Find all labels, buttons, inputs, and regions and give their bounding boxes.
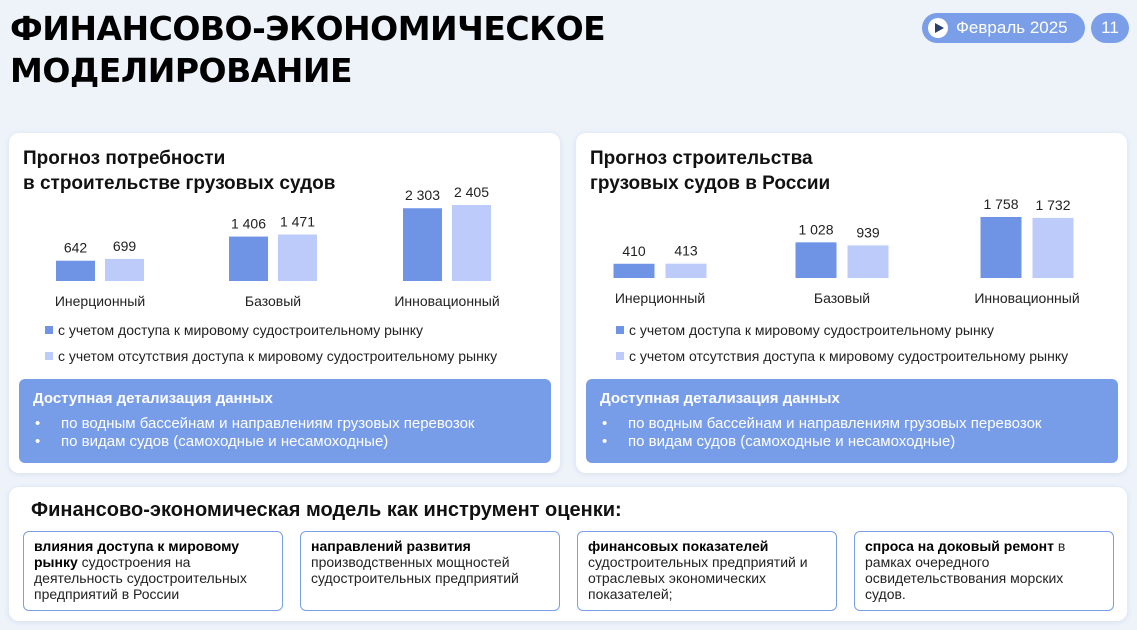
legend-label: с учетом отсутствия доступа к мировому судостроительному рынку	[58, 348, 498, 364]
right-title-line-2: грузовых судов в России	[590, 173, 831, 194]
bar	[452, 205, 491, 281]
right-chart-card	[576, 133, 1127, 473]
model-box-heading: влияния доступа к мировому рынку	[34, 538, 240, 570]
model-box-text: в рамках очередного освидетельствования морских судов.	[865, 538, 1066, 602]
legend-swatch-light	[616, 352, 624, 360]
data-label: 1 471	[279, 213, 316, 230]
data-label: 699	[112, 237, 137, 254]
bar	[848, 245, 889, 278]
bar	[229, 237, 268, 281]
bar	[1033, 218, 1074, 278]
legend-item	[45, 343, 497, 369]
bar	[56, 261, 95, 281]
detail-item-text: по водным бассейнам и направлениям грузовых перевозок	[61, 415, 475, 432]
model-box	[23, 531, 283, 611]
model-box-heading: финансовых показателей	[588, 538, 769, 554]
category-label: Инновационный	[394, 293, 500, 309]
model-box-text: производственных мощностей судостроительных предприятий	[311, 554, 519, 586]
detail-item	[33, 415, 537, 433]
legend-item	[616, 343, 1068, 369]
data-label: 413	[674, 242, 698, 259]
page-number-badge: 11	[1091, 13, 1129, 43]
bullet-icon: •	[35, 415, 41, 432]
detail-item	[600, 415, 1104, 433]
title-line-1: ФИНАНСОВО-ЭКОНОМИЧЕСКОЕ	[10, 9, 606, 48]
detail-item	[33, 433, 537, 451]
right-title-line-1: Прогноз строительства	[590, 148, 813, 169]
data-label: 939	[856, 224, 880, 241]
category-label: Базовый	[244, 293, 302, 309]
right-legend	[616, 317, 1068, 369]
detail-item-text: по видам судов (самоходные и несамоходные)	[628, 433, 956, 450]
model-box-text: судостроительных предприятий и отраслевых экономических показателей;	[588, 554, 808, 602]
bar	[796, 242, 837, 278]
legend-label: с учетом отсутствия доступа к мировому судостроительному рынку	[629, 348, 1069, 364]
model-card	[9, 487, 1127, 621]
bar	[278, 235, 317, 281]
left-title-line-2: в строительстве грузовых судов	[23, 173, 336, 194]
data-label: 2 405	[453, 184, 490, 200]
legend-item	[45, 317, 497, 343]
category-label: Базовый	[813, 290, 871, 306]
category-label: Инерционный	[54, 293, 146, 309]
model-box-heading: спроса на доковый ремонт	[865, 538, 1054, 554]
model-title: Финансово-экономическая модель как инструмент оценки:	[31, 499, 622, 521]
data-label: 410	[622, 242, 646, 259]
bar	[666, 264, 707, 278]
model-box	[577, 531, 837, 611]
bullet-icon: •	[602, 415, 608, 432]
detail-item	[600, 433, 1104, 451]
left-chart-card	[9, 133, 560, 473]
date-label: Февраль 2025	[956, 18, 1068, 37]
model-box	[854, 531, 1114, 611]
bullet-icon: •	[35, 433, 41, 450]
bar	[403, 208, 442, 281]
model-box-text: судостроения на деятельность судостроительных предприятий в России	[34, 554, 247, 602]
detail-title: Доступная детализация данных	[600, 390, 840, 407]
left-title-line-1: Прогноз потребности	[23, 148, 226, 169]
legend-swatch-light	[45, 352, 53, 360]
legend-swatch-dark	[616, 326, 624, 334]
category-label: Инновационный	[974, 290, 1080, 306]
legend-label: с учетом доступа к мировому судостроительному рынку	[58, 322, 423, 338]
left-legend	[45, 317, 497, 369]
page-title	[10, 8, 605, 92]
bar	[614, 264, 655, 278]
left-detail-box	[19, 379, 551, 463]
legend-item	[616, 317, 1068, 343]
detail-item-text: по видам судов (самоходные и несамоходные)	[61, 433, 389, 450]
bullet-icon: •	[602, 433, 608, 450]
data-label: 642	[63, 239, 88, 256]
bar	[105, 259, 144, 281]
right-detail-box	[586, 379, 1118, 463]
play-icon	[928, 18, 948, 38]
data-label: 2 303	[404, 187, 441, 204]
data-label: 1 406	[230, 215, 267, 232]
legend-label: с учетом доступа к мировому судостроительному рынку	[629, 322, 994, 338]
date-badge[interactable]	[922, 13, 1085, 43]
detail-title: Доступная детализация данных	[33, 390, 273, 407]
model-box-heading: направлений развития	[311, 538, 471, 554]
data-label: 1 758	[983, 196, 1019, 212]
bar	[981, 217, 1022, 278]
category-label: Инерционный	[614, 290, 706, 306]
data-label: 1 732	[1035, 196, 1071, 213]
data-label: 1 028	[798, 221, 834, 238]
legend-swatch-dark	[45, 326, 53, 334]
model-box	[300, 531, 560, 611]
detail-item-text: по водным бассейнам и направлениям грузовых перевозок	[628, 415, 1042, 432]
title-line-2: МОДЕЛИРОВАНИЕ	[10, 51, 353, 90]
